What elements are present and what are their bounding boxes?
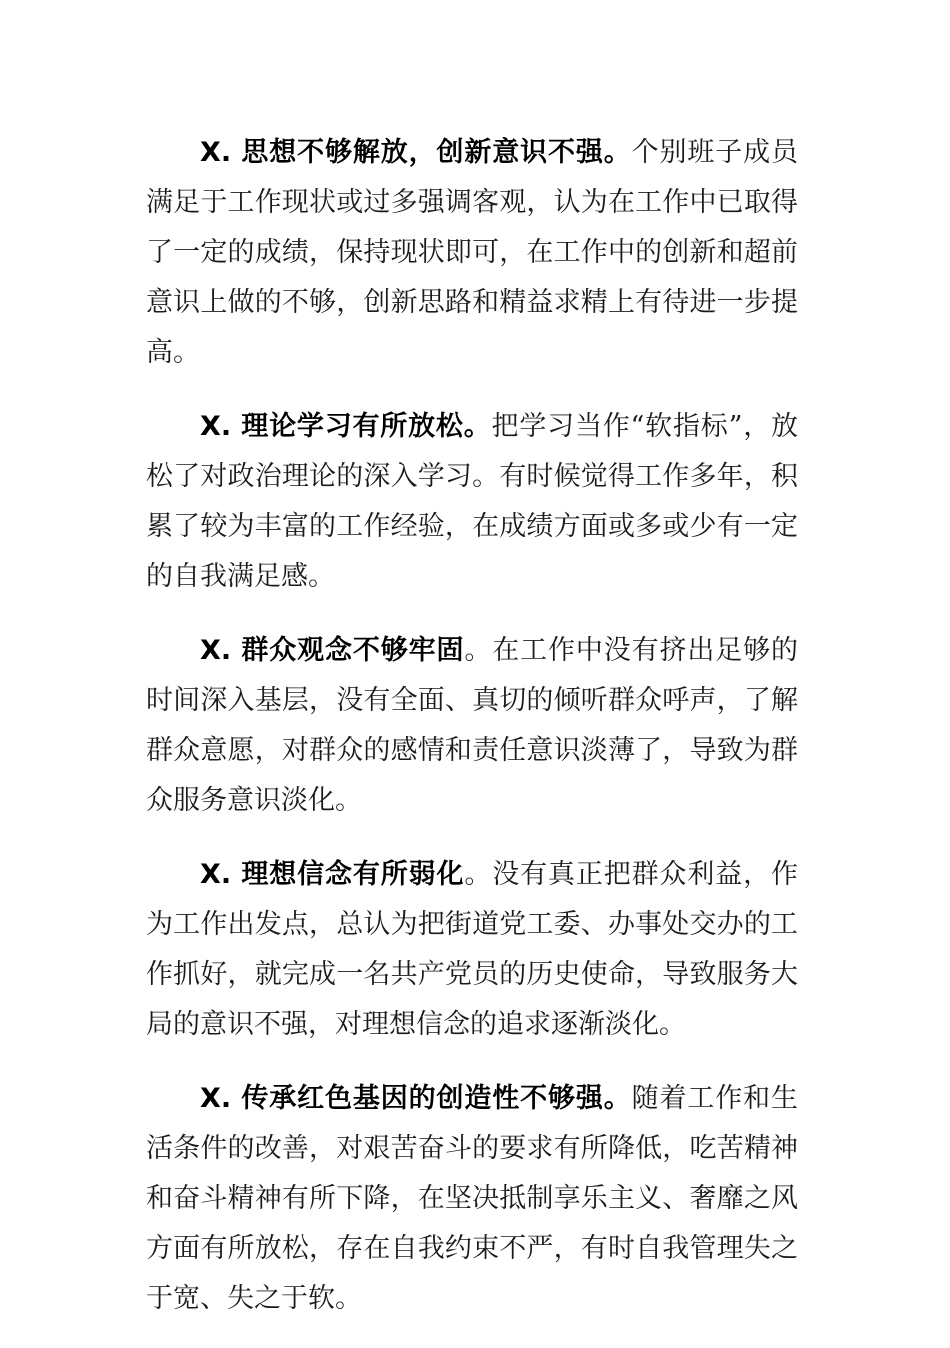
paragraph-4-heading: X. 理想信念有所弱化 <box>200 859 465 890</box>
paragraph-5 <box>146 1074 798 1324</box>
paragraph-5-heading: X. 传承红色基因的创造性不够强。 <box>200 1083 632 1114</box>
paragraph-3-text: 。在工作中没有挤出足够的时间深入基层，没有全面、真切的倾听群众呼声，了解群众意愿，对群众的感情和责任意识淡薄了，导致为群众服务意识淡化。 <box>146 635 798 816</box>
document-body <box>146 128 798 1348</box>
paragraph-3 <box>146 626 798 826</box>
paragraph-1 <box>146 128 798 378</box>
paragraph-4 <box>146 850 798 1050</box>
paragraph-3-heading: X. 群众观念不够牢固 <box>200 635 465 666</box>
paragraph-2-text: 把学习当作“软指标”，放松了对政治理论的深入学习。有时候觉得工作多年，积累了较为丰富的工作经验，在成绩方面或多或少有一定的自我满足感。 <box>146 411 798 592</box>
paragraph-5-text: 随着工作和生活条件的改善，对艰苦奋斗的要求有所降低，吃苦精神和奋斗精神有所下降，在坚决抵制享乐主义、奢靡之风方面有所放松，存在自我约束不严，有时自我管理失之于宽、失之于软。 <box>146 1083 799 1314</box>
paragraph-1-heading: X. 思想不够解放，创新意识不强。 <box>200 137 632 168</box>
paragraph-4-text: 。没有真正把群众利益，作为工作出发点，总认为把街道党工委、办事处交办的工作抓好，就完成一名共产党员的历史使命，导致服务大局的意识不强，对理想信念的追求逐渐淡化。 <box>146 859 798 1040</box>
paragraph-1-text: 个别班子成员满足于工作现状或过多强调客观，认为在工作中已取得了一定的成绩，保持现状即可，在工作中的创新和超前意识上做的不够，创新思路和精益求精上有待进一步提高。 <box>146 137 799 368</box>
paragraph-2-heading: X. 理论学习有所放松。 <box>200 411 492 442</box>
paragraph-2 <box>146 402 798 602</box>
